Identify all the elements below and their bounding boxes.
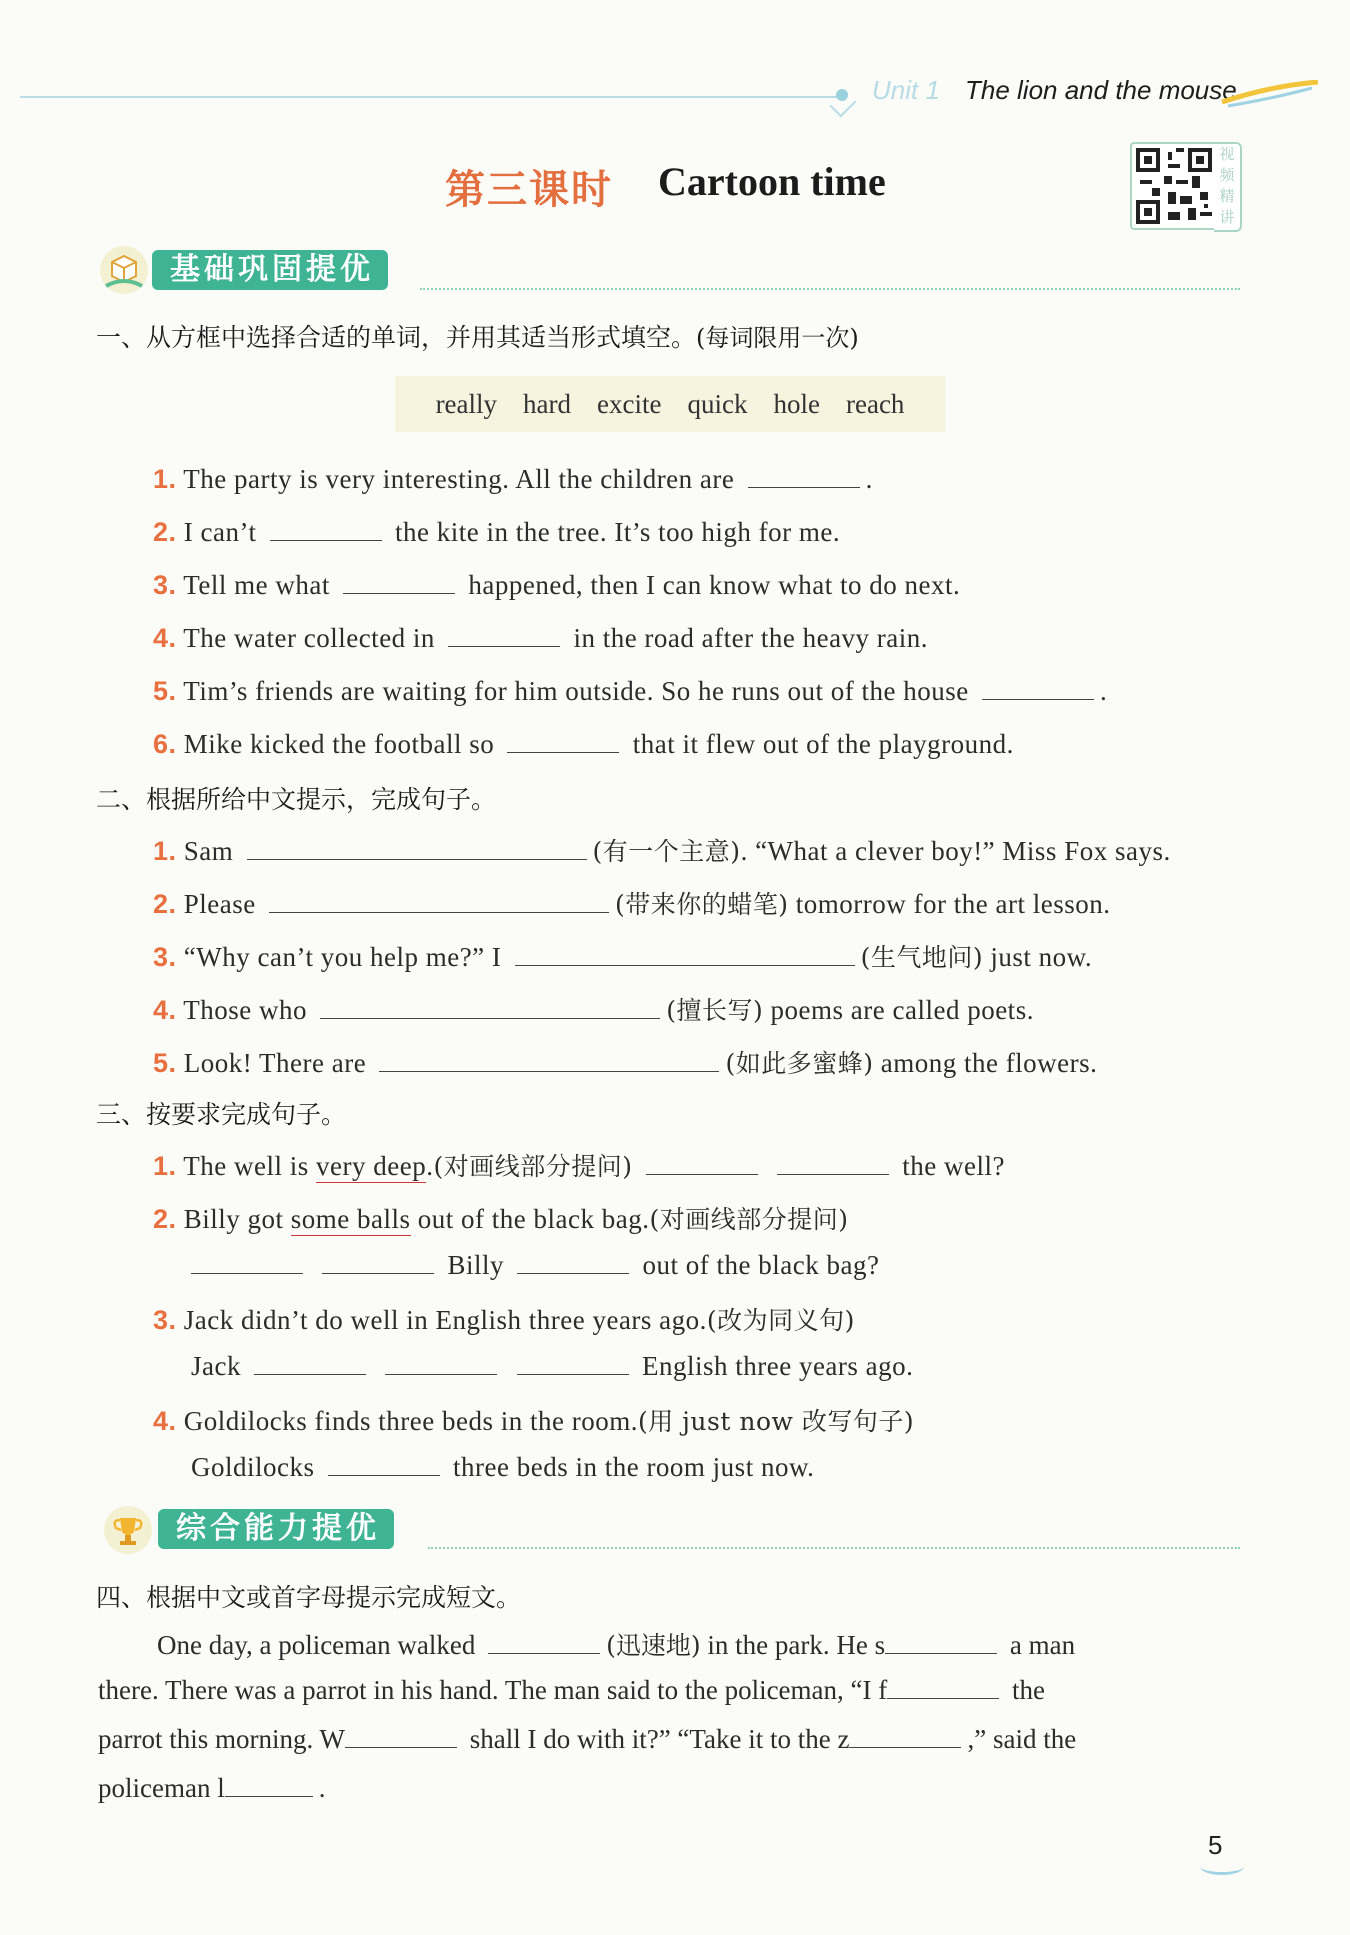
part1-note: (每词限用一次)	[696, 324, 859, 352]
answer-blank[interactable]	[320, 1017, 660, 1019]
cube-icon	[100, 246, 148, 294]
item-number: 1.	[153, 464, 177, 494]
word-option: hole	[773, 389, 820, 419]
part2-heading: 二、根据所给中文提示，完成句子。	[96, 785, 497, 814]
answer-blank[interactable]	[448, 645, 560, 647]
qr-tag-char: 讲	[1219, 208, 1235, 226]
answer-blank[interactable]	[517, 1272, 629, 1274]
item-number: 3.	[153, 1305, 177, 1335]
item-text: Goldilocks finds three beds in the room.	[183, 1406, 638, 1436]
item-text: Goldilocks	[191, 1452, 315, 1482]
item-text: . “What a clever boy!” Miss Fox says.	[740, 836, 1171, 866]
header-rule	[20, 96, 840, 98]
item-text: English three years ago.	[641, 1351, 914, 1381]
item-number: 2.	[153, 889, 177, 919]
underlined-phrase: very deep	[316, 1151, 427, 1181]
answer-blank[interactable]	[777, 1173, 889, 1175]
item-text: Tell me what	[183, 570, 330, 600]
item-text: Tim’s friends are waiting for him outside. So he runs out of the house	[183, 676, 969, 706]
item-text: .	[426, 1151, 434, 1181]
item-text: The party is very interesting. All the children are	[183, 464, 735, 494]
p1-item-2	[153, 517, 840, 548]
page-number-swoosh	[1200, 1858, 1244, 1875]
answer-blank[interactable]	[191, 1272, 303, 1274]
qr-tag-char: 视	[1219, 145, 1235, 163]
answer-blank[interactable]	[646, 1173, 758, 1175]
p1-item-6	[153, 729, 1014, 760]
word-box	[395, 376, 945, 432]
passage-line-2	[98, 1675, 1045, 1706]
item-number: 1.	[153, 1151, 177, 1181]
item-number: 5.	[153, 1048, 177, 1078]
passage-text: ,” said the	[967, 1724, 1077, 1754]
underlined-phrase: some balls	[290, 1204, 411, 1234]
section-banner-basic: 基础巩固提优	[152, 250, 388, 290]
answer-blank[interactable]	[748, 486, 860, 488]
answer-blank[interactable]	[488, 1652, 600, 1654]
item-text: Jack	[191, 1351, 241, 1381]
instruction-hint: (对画线部分提问)	[649, 1205, 849, 1234]
part1-heading-text: 一、从方框中选择合适的单词，并用其适当形式填空。	[96, 323, 697, 352]
item-text: Those who	[183, 995, 308, 1025]
qr-tag	[1214, 142, 1242, 232]
p3-item-2-answer	[191, 1250, 879, 1281]
answer-blank[interactable]	[887, 1697, 999, 1699]
item-text: happened, then I can know what to do next.	[468, 570, 961, 600]
p3-item-3-answer	[191, 1351, 913, 1382]
passage-line-4	[98, 1773, 325, 1804]
passage-text: there. There was a parrot in his hand. The man said to the policeman, “I f	[98, 1675, 888, 1705]
item-text: three beds in the room just now.	[453, 1452, 815, 1482]
p2-item-2	[153, 885, 1110, 921]
chinese-hint: (带来你的蜡笔)	[615, 890, 789, 919]
answer-blank[interactable]	[269, 911, 609, 913]
passage-text: policeman l	[98, 1773, 225, 1803]
trophy-icon	[104, 1506, 152, 1554]
p3-item-1	[153, 1147, 1005, 1183]
item-number: 3.	[153, 942, 177, 972]
part1-heading	[96, 318, 859, 354]
instruction-hint: (改为同义句)	[706, 1306, 855, 1335]
answer-blank[interactable]	[515, 964, 855, 966]
item-text: I can’t	[183, 517, 257, 547]
passage-text: a man	[1009, 1630, 1076, 1660]
qr-tag-char: 精	[1219, 187, 1235, 205]
instruction-hint: (用 just now 改写句子)	[637, 1407, 915, 1436]
answer-blank[interactable]	[322, 1272, 434, 1274]
p1-item-1	[153, 464, 873, 495]
answer-blank[interactable]	[507, 751, 619, 753]
answer-blank[interactable]	[247, 858, 587, 860]
item-text: out of the black bag.	[417, 1204, 650, 1234]
item-number: 2.	[153, 517, 177, 547]
chinese-hint: (生气地问)	[860, 943, 984, 972]
answer-blank[interactable]	[517, 1373, 629, 1375]
item-text: .	[1099, 676, 1108, 706]
section-divider	[420, 288, 1240, 290]
p3-item-4-answer	[191, 1452, 814, 1483]
chinese-hint: (迅速地)	[606, 1631, 701, 1660]
p3-item-4	[153, 1402, 914, 1438]
passage-line-1	[157, 1626, 1075, 1662]
item-text: Billy	[447, 1250, 505, 1280]
item-text: tomorrow for the art lesson.	[795, 889, 1111, 919]
passage-text: One day, a policeman walked	[157, 1630, 476, 1660]
section-banner-comprehensive: 综合能力提优	[158, 1509, 394, 1549]
item-text: among the flowers.	[880, 1048, 1098, 1078]
answer-blank[interactable]	[254, 1373, 366, 1375]
instruction-hint: (对画线部分提问)	[433, 1152, 633, 1181]
passage-text: .	[318, 1773, 326, 1803]
header-swoosh-icon	[1220, 80, 1320, 108]
word-option: excite	[597, 389, 662, 419]
item-text: The well is	[183, 1151, 309, 1181]
part4-heading: 四、根据中文或首字母提示完成短文。	[96, 1583, 522, 1612]
p2-item-3	[153, 938, 1092, 974]
p1-item-5	[153, 676, 1107, 707]
lesson-title-cn: 第三课时	[445, 167, 613, 213]
item-number: 3.	[153, 570, 177, 600]
item-text: Please	[183, 889, 256, 919]
lesson-title-en: Cartoon time	[658, 159, 886, 204]
word-option: hard	[523, 389, 572, 419]
p2-item-1	[153, 832, 1171, 868]
passage-text: the	[1012, 1675, 1045, 1705]
item-number: 5.	[153, 676, 177, 706]
section-divider	[428, 1547, 1240, 1549]
answer-blank[interactable]	[345, 1746, 457, 1748]
item-text: Mike kicked the football so	[183, 729, 495, 759]
answer-blank[interactable]	[849, 1746, 961, 1748]
chinese-hint: (如此多蜜蜂)	[725, 1049, 874, 1078]
p1-item-3	[153, 570, 960, 601]
answer-blank[interactable]	[225, 1795, 313, 1797]
item-text: Billy got	[183, 1204, 284, 1234]
chinese-hint: (有一个主意)	[592, 837, 741, 866]
item-text: Look! There are	[183, 1048, 367, 1078]
passage-text: shall I do with it?” “Take it to the z	[469, 1724, 850, 1754]
unit-title: The lion and the mouse	[965, 75, 1237, 105]
answer-blank[interactable]	[885, 1652, 997, 1654]
item-text: The water collected in	[183, 623, 435, 653]
unit-label: Unit 1	[872, 75, 940, 105]
item-text: poems are called poets.	[770, 995, 1034, 1025]
answer-blank[interactable]	[270, 539, 382, 541]
part3-heading: 三、按要求完成句子。	[96, 1100, 347, 1129]
p3-item-3	[153, 1301, 855, 1337]
item-text: .	[865, 464, 873, 494]
chinese-hint: (擅长写)	[666, 996, 764, 1025]
qr-code-icon[interactable]	[1130, 142, 1218, 230]
item-text: the kite in the tree. It’s too high for me.	[395, 517, 841, 547]
item-text: the well?	[902, 1151, 1005, 1181]
item-number: 4.	[153, 995, 177, 1025]
item-number: 4.	[153, 1406, 177, 1436]
passage-text: parrot this morning. W	[98, 1724, 345, 1754]
qr-tag-char: 频	[1219, 166, 1235, 184]
word-option: quick	[687, 389, 748, 419]
item-text: “Why can’t you help me?” I	[183, 942, 502, 972]
word-option: reach	[845, 389, 905, 419]
item-number: 6.	[153, 729, 177, 759]
page-number: 5	[1208, 1830, 1223, 1860]
answer-blank[interactable]	[379, 1070, 719, 1072]
passage-line-3	[98, 1724, 1076, 1755]
p2-item-4	[153, 991, 1034, 1027]
p3-item-2	[153, 1200, 849, 1236]
item-text: that it flew out of the playground.	[632, 729, 1014, 759]
answer-blank[interactable]	[982, 698, 1094, 700]
item-text: Jack didn’t do well in English three years ago.	[183, 1305, 707, 1335]
item-number: 2.	[153, 1204, 177, 1234]
passage-text: in the park. He s	[707, 1630, 886, 1660]
item-number: 1.	[153, 836, 177, 866]
item-text: out of the black bag?	[642, 1250, 880, 1280]
answer-blank[interactable]	[328, 1474, 440, 1476]
item-number: 4.	[153, 623, 177, 653]
item-text: Sam	[183, 836, 234, 866]
word-option: really	[435, 389, 498, 419]
item-text: just now.	[990, 942, 1093, 972]
p1-item-4	[153, 623, 928, 654]
answer-blank[interactable]	[343, 592, 455, 594]
header-dot	[836, 89, 848, 101]
answer-blank[interactable]	[385, 1373, 497, 1375]
p2-item-5	[153, 1044, 1097, 1080]
item-text: in the road after the heavy rain.	[573, 623, 929, 653]
